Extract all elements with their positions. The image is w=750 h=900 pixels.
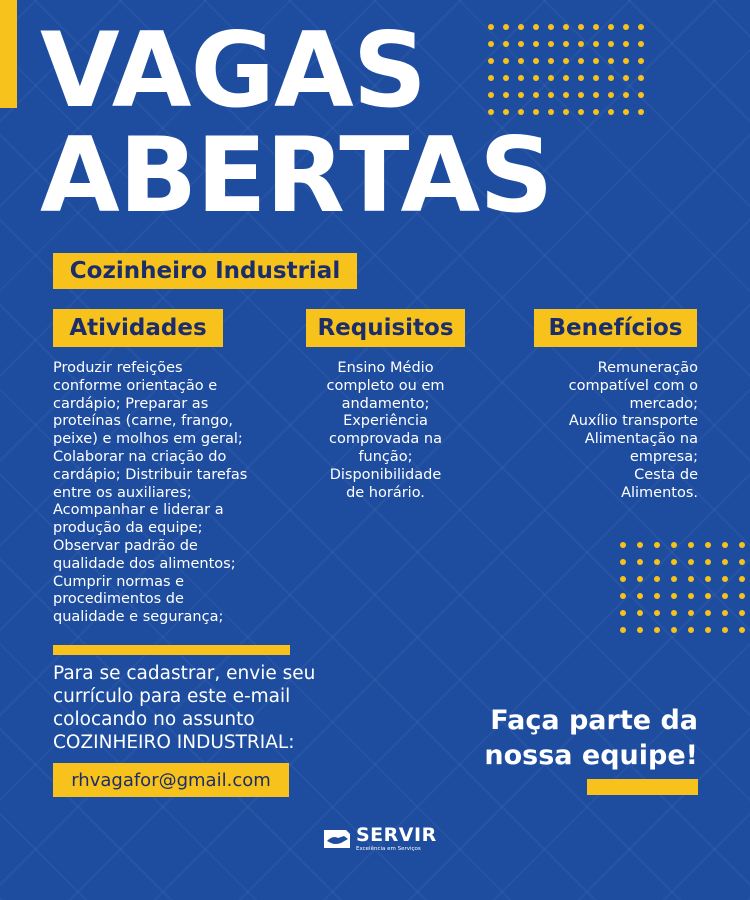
signup-instructions: Para se cadastrar, envie seu currículo para este e-mail colocando no assunto COZINHEIRO INDUSTRIAL: — [53, 663, 316, 753]
decorative-dot — [593, 41, 599, 47]
decorative-dot — [578, 58, 584, 64]
decorative-dot — [705, 542, 711, 548]
dot-pattern-top — [488, 24, 644, 115]
decorative-dot — [593, 75, 599, 81]
decorative-dot — [623, 24, 629, 30]
decorative-dot — [503, 92, 509, 98]
decorative-dot — [688, 627, 694, 633]
decorative-dot — [623, 41, 629, 47]
decorative-dot — [637, 610, 643, 616]
decorative-dot — [654, 610, 660, 616]
decorative-dot — [620, 576, 626, 582]
decorative-dot — [608, 109, 614, 115]
decorative-dot — [638, 24, 644, 30]
decorative-dot — [705, 576, 711, 582]
decorative-dot — [593, 58, 599, 64]
decorative-dot — [739, 610, 745, 616]
decorative-dot — [518, 24, 524, 30]
yellow-divider-right — [587, 779, 698, 795]
decorative-dot — [503, 41, 509, 47]
decorative-dot — [488, 41, 494, 47]
decorative-dot — [688, 610, 694, 616]
decorative-dot — [637, 559, 643, 565]
servir-logo — [322, 826, 437, 853]
decorative-dot — [671, 593, 677, 599]
decorative-dot — [739, 559, 745, 565]
decorative-dot — [638, 41, 644, 47]
decorative-dot — [623, 75, 629, 81]
decorative-dot — [548, 92, 554, 98]
decorative-dot — [688, 559, 694, 565]
yellow-accent-bar — [0, 0, 17, 108]
decorative-dot — [578, 92, 584, 98]
decorative-dot — [705, 610, 711, 616]
decorative-dot — [548, 75, 554, 81]
decorative-dot — [739, 576, 745, 582]
decorative-dot — [637, 542, 643, 548]
decorative-dot — [654, 593, 660, 599]
decorative-dot — [563, 92, 569, 98]
decorative-dot — [503, 24, 509, 30]
decorative-dot — [620, 610, 626, 616]
decorative-dot — [548, 109, 554, 115]
decorative-dot — [654, 576, 660, 582]
decorative-dot — [739, 542, 745, 548]
decorative-dot — [533, 41, 539, 47]
decorative-dot — [722, 610, 728, 616]
decorative-dot — [637, 593, 643, 599]
decorative-dot — [739, 627, 745, 633]
decorative-dot — [533, 58, 539, 64]
decorative-dot — [705, 593, 711, 599]
decorative-dot — [637, 576, 643, 582]
decorative-dot — [488, 24, 494, 30]
decorative-dot — [563, 41, 569, 47]
decorative-dot — [563, 24, 569, 30]
beneficios-text: Remuneração compatível com o mercado; Auxílio transporte Alimentação na empresa; Cesta de Alimentos. — [568, 360, 698, 501]
decorative-dot — [688, 576, 694, 582]
decorative-dot — [671, 610, 677, 616]
decorative-dot — [563, 109, 569, 115]
decorative-dot — [608, 75, 614, 81]
decorative-dot — [533, 109, 539, 115]
decorative-dot — [638, 58, 644, 64]
decorative-dot — [488, 75, 494, 81]
decorative-dot — [638, 75, 644, 81]
decorative-dot — [608, 41, 614, 47]
decorative-dot — [518, 92, 524, 98]
decorative-dot — [608, 24, 614, 30]
requisitos-text: Ensino Médio completo ou em andamento; Experiência comprovada na função; Disponibilidade de horário. — [326, 360, 445, 501]
dot-pattern-middle — [620, 542, 750, 633]
decorative-dot — [593, 24, 599, 30]
requisitos-heading: Requisitos — [306, 309, 465, 347]
decorative-dot — [623, 92, 629, 98]
decorative-dot — [671, 559, 677, 565]
decorative-dot — [548, 58, 554, 64]
decorative-dot — [488, 109, 494, 115]
decorative-dot — [620, 542, 626, 548]
decorative-dot — [503, 75, 509, 81]
decorative-dot — [578, 24, 584, 30]
decorative-dot — [578, 109, 584, 115]
decorative-dot — [671, 542, 677, 548]
decorative-dot — [620, 593, 626, 599]
decorative-dot — [548, 24, 554, 30]
decorative-dot — [671, 627, 677, 633]
decorative-dot — [518, 58, 524, 64]
decorative-dot — [578, 41, 584, 47]
decorative-dot — [654, 627, 660, 633]
decorative-dot — [654, 559, 660, 565]
brand-name: SERVIR — [356, 824, 437, 846]
decorative-dot — [608, 92, 614, 98]
decorative-dot — [488, 58, 494, 64]
decorative-dot — [638, 109, 644, 115]
decorative-dot — [620, 627, 626, 633]
decorative-dot — [533, 92, 539, 98]
decorative-dot — [518, 75, 524, 81]
decorative-dot — [548, 41, 554, 47]
decorative-dot — [518, 109, 524, 115]
decorative-dot — [533, 24, 539, 30]
decorative-dot — [705, 559, 711, 565]
decorative-dot — [563, 58, 569, 64]
headline-abertas: ABERTAS — [40, 116, 553, 236]
decorative-dot — [623, 58, 629, 64]
brand-tagline: Excelência em Serviços — [356, 846, 421, 852]
decorative-dot — [503, 58, 509, 64]
decorative-dot — [593, 109, 599, 115]
beneficios-heading: Benefícios — [534, 309, 697, 347]
decorative-dot — [722, 576, 728, 582]
decorative-dot — [578, 75, 584, 81]
atividades-heading: Atividades — [53, 309, 223, 347]
email-address-tag[interactable]: rhvagafor@gmail.com — [53, 763, 289, 797]
decorative-dot — [620, 559, 626, 565]
decorative-dot — [705, 627, 711, 633]
decorative-dot — [563, 75, 569, 81]
decorative-dot — [637, 627, 643, 633]
atividades-text: Produzir refeições conforme orientação e cardápio; Preparar as proteínas (carne, frango, peixe) e molhos em geral; Colaborar na criação do cardápio; Distribuir tarefas entre os auxiliares; Acompanhar e liderar a produção da equipe; Observar padrão de qualidade dos alimentos; Cumprir normas e procedimentos de qualidade e segurança; — [53, 360, 248, 626]
job-title-tag: Cozinheiro Industrial — [53, 253, 357, 289]
decorative-dot — [722, 542, 728, 548]
decorative-dot — [638, 92, 644, 98]
yellow-divider-left — [53, 645, 290, 655]
decorative-dot — [488, 92, 494, 98]
decorative-dot — [518, 41, 524, 47]
decorative-dot — [722, 627, 728, 633]
decorative-dot — [503, 109, 509, 115]
decorative-dot — [722, 593, 728, 599]
decorative-dot — [739, 593, 745, 599]
decorative-dot — [688, 593, 694, 599]
decorative-dot — [593, 92, 599, 98]
headline-vagas: VAGAS — [40, 11, 426, 131]
handshake-icon — [322, 826, 352, 852]
decorative-dot — [623, 109, 629, 115]
decorative-dot — [533, 75, 539, 81]
decorative-dot — [608, 58, 614, 64]
decorative-dot — [722, 559, 728, 565]
decorative-dot — [654, 542, 660, 548]
decorative-dot — [671, 576, 677, 582]
decorative-dot — [688, 542, 694, 548]
call-to-action: Faça parte da nossa equipe! — [484, 705, 698, 771]
